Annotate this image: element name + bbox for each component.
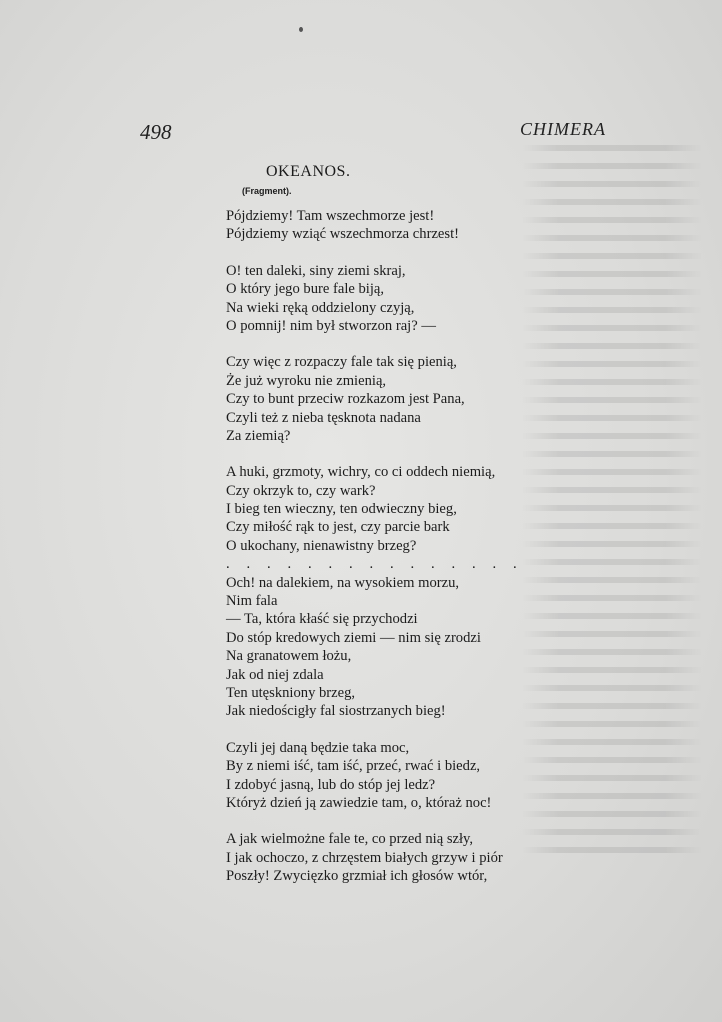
poem-subtitle: (Fragment). <box>242 186 292 196</box>
stanza-1 <box>226 207 586 244</box>
poem-line: Pójdziemy wziąć wszechmorza chrzest! <box>226 226 459 243</box>
poem-line: O pomnij! nim był stworzon raj? — <box>226 317 436 334</box>
poem-line: By z niemi iść, tam iść, przeć, rwać i biedz, <box>226 758 481 775</box>
page-number: 498 <box>140 120 172 144</box>
poem-line: O! ten daleki, siny ziemi skraj, <box>226 262 406 279</box>
stanza-3 <box>226 353 586 445</box>
print-speck <box>299 27 303 32</box>
poem-line: Jak od niej zdala <box>226 666 324 683</box>
poem-line: O który jego bure fale biją, <box>226 281 385 298</box>
poem-line: A jak wielmożne fale te, co przed nią szły, <box>226 831 474 848</box>
poem-line: A huki, grzmoty, wichry, co ci oddech niemią, <box>226 464 496 481</box>
poem-line: Czy więc z rozpaczy fale tak się pienią, <box>226 354 457 371</box>
poem-line: Och! na dalekiem, na wysokiem morzu, <box>226 574 460 591</box>
poem-line: Poszły! Zwycięzko grzmiał ich głosów wtór, <box>226 868 488 885</box>
poem-line: Pójdziemy! Tam wszechmorze jest! <box>226 208 435 224</box>
poem-line: Do stóp kredowych ziemi — nim się zrodzi <box>226 629 481 646</box>
stanza-5 <box>226 574 586 721</box>
running-head: CHIMERA <box>520 119 606 139</box>
poem-line: Że już wyroku nie zmienią, <box>226 372 387 389</box>
poem-line: — Ta, która kłaść się przychodzi <box>226 611 418 628</box>
poem-line: I jak ochoczo, z chrzęstem białych grzyw i piór <box>226 849 503 866</box>
poem-body <box>226 207 586 904</box>
poem-line: I bieg ten wieczny, ten odwieczny bieg, <box>226 501 457 518</box>
poem-line: Za ziemią? <box>226 427 291 444</box>
section-separator: . . . . . . . . . . . . . . . <box>226 556 524 573</box>
stanza-2 <box>226 262 586 336</box>
poem-line: Na wieki ręką oddzielony czyją, <box>226 299 415 316</box>
poem-line: I zdobyć jasną, lub do stóp jej ledz? <box>226 776 436 793</box>
poem-line: Na granatowem łożu, <box>226 648 352 665</box>
poem-line: Jak niedościgły fal siostrzanych bieg! <box>226 703 446 720</box>
poem-line: Czy miłość rąk to jest, czy parcie bark <box>226 519 450 536</box>
stanza-6 <box>226 739 586 813</box>
stanza-4 <box>226 463 586 573</box>
poem-line: Czyli jej daną będzie taka moc, <box>226 739 410 756</box>
poem-line: Ten utęskniony brzeg, <box>226 684 356 701</box>
poem-line: Nim fala <box>226 593 278 610</box>
stanza-7 <box>226 830 586 885</box>
poem-title: OKEANOS. <box>266 163 351 180</box>
poem-line: O ukochany, nienawistny brzeg? <box>226 537 417 554</box>
poem-line: Któryż dzień ją zawiedzie tam, o, któraż noc! <box>226 794 492 811</box>
poem-line: Czy to bunt przeciw rozkazom jest Pana, <box>226 391 465 408</box>
poem-line: Czyli też z nieba tęsknota nadana <box>226 409 421 426</box>
poem-line: Czy okrzyk to, czy wark? <box>226 482 376 499</box>
